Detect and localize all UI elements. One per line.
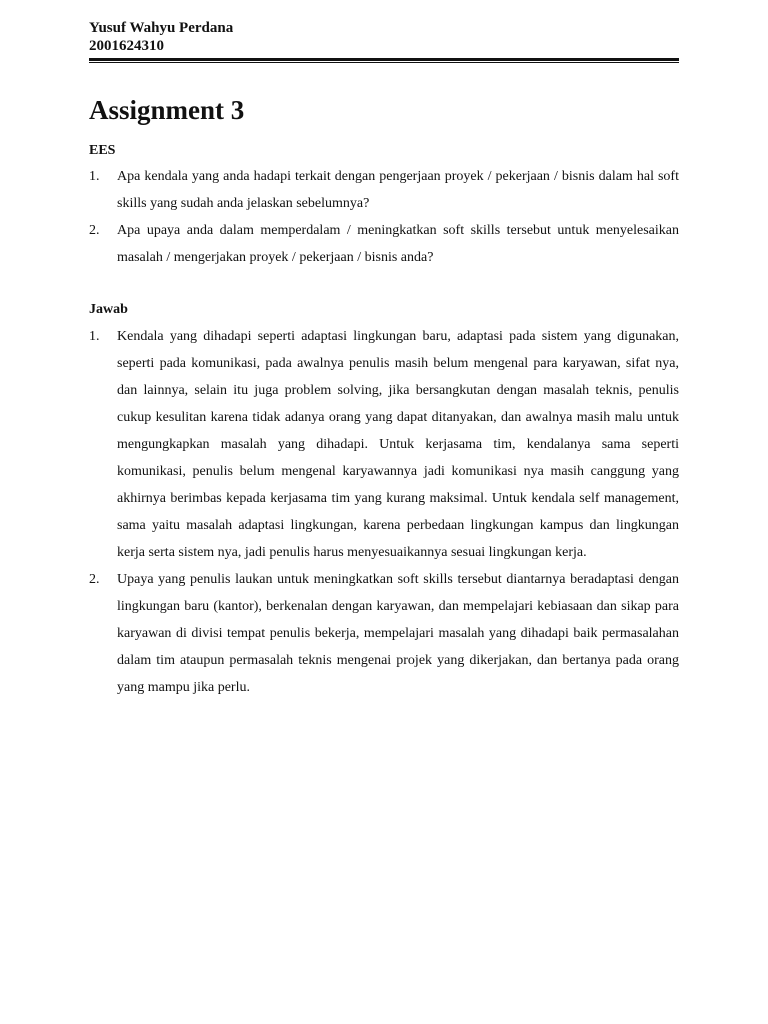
question-item	[89, 217, 679, 271]
header-rule-thick	[89, 58, 679, 61]
question-text: Apa upaya anda dalam memperdalam / meningkatkan soft skills tersebut untuk menyelesaikan masalah / mengerjakan proyek / pekerjaan / bisnis anda?	[117, 223, 679, 265]
document-header	[89, 19, 233, 55]
question-number: 2.	[89, 223, 100, 238]
answer-text: Upaya yang penulis laukan untuk meningkatkan soft skills tersebut diantarnya beradaptasi dengan lingkungan baru (kantor), berkenalan dengan karyawan, dan mempelajari kebiasaan dan sikap para karyawan di divisi tempat penulis bekerja, mempelajari masalah yang dihadapi baik permasalahan dalam tim ataupun permasalah teknis mengenai projek yang dikerjakan, dan bertanya pada orang yang mampu jika perlu.	[117, 572, 679, 695]
question-item	[89, 163, 679, 217]
question-list	[89, 163, 679, 271]
answer-item	[89, 323, 679, 566]
header-rule-thin	[89, 62, 679, 63]
question-text: Apa kendala yang anda hadapi terkait dengan pengerjaan proyek / pekerjaan / bisnis dalam hal soft skills yang sudah anda jelaskan sebelumnya?	[117, 169, 679, 211]
answer-text: Kendala yang dihadapi seperti adaptasi lingkungan baru, adaptasi pada sistem yang digunakan, seperti pada komunikasi, pada awalnya penulis masih belum mengenal para karyawan, sifat nya, dan lainnya, selain itu juga problem solving, jika bersangkutan dengan masalah teknis, penulis cukup kesulitan karena tidak adanya orang yang dapat ditanyakan, dan awalnya masih malu untuk mengungkapkan masalah yang dihadapi. Untuk kerjasama tim, kendalanya sama seperti komunikasi, penulis belum mengenal karyawannya jadi komunikasi nya masih canggung yang akhirnya berimbas kepada kerjasama tim yang kurang maksimal. Untuk kendala self management, sama yaitu masalah adaptasi lingkungan, karena perbedaan lingkungan kampus dan lingkungan kerja serta sistem nya, jadi penulis harus menyesuaikannya sesuai lingkungan kerja.	[117, 329, 679, 560]
answer-list	[89, 323, 679, 701]
question-number: 1.	[89, 169, 100, 184]
ees-label: EES	[89, 143, 116, 158]
jawab-label: Jawab	[89, 302, 128, 317]
page-title: Assignment 3	[89, 95, 245, 125]
answer-number: 1.	[89, 329, 100, 344]
answer-number: 2.	[89, 572, 100, 587]
author-name: Yusuf Wahyu Perdana	[89, 20, 234, 36]
answer-item	[89, 566, 679, 701]
student-id: 2001624310	[89, 38, 164, 54]
